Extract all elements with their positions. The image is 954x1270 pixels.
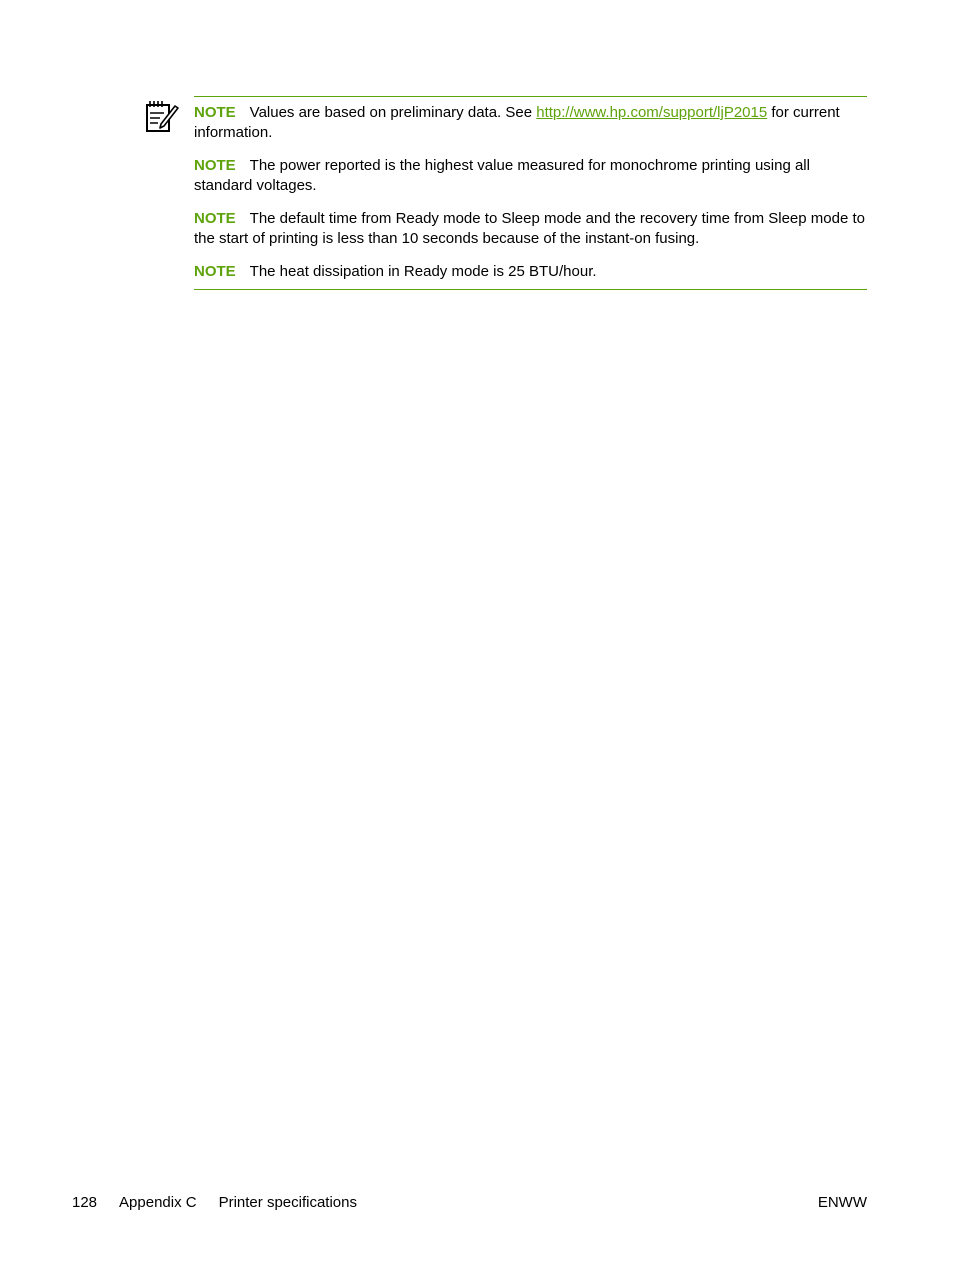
note-label: NOTE	[194, 104, 236, 121]
note-label: NOTE	[194, 210, 236, 227]
note-preliminary-data	[194, 103, 867, 142]
page-number: 128	[72, 1194, 98, 1211]
page-footer	[72, 1193, 867, 1212]
notepad-pencil-icon	[144, 98, 180, 134]
note-text: Values are based on preliminary data. See	[249, 104, 537, 121]
note-text: The heat dissipation in Ready mode is 25 BTU/hour.	[249, 263, 597, 280]
notes-block	[194, 96, 867, 290]
section-label: Appendix C	[119, 1194, 197, 1211]
note-label: NOTE	[194, 157, 236, 174]
locale-code: ENWW	[817, 1194, 867, 1211]
note-power-reported	[194, 156, 867, 195]
footer-left	[72, 1193, 867, 1212]
note-label: NOTE	[194, 263, 236, 280]
note-text: The default time from Ready mode to Sleep mode and the recovery time from Sleep mode to the start of printing is less than 10 seconds because of the instant-on fusing.	[194, 210, 865, 247]
note-sleep-mode	[194, 209, 867, 248]
note-text: The power reported is the highest value measured for monochrome printing using all standard voltages.	[194, 157, 810, 194]
hp-support-link[interactable]: http://www.hp.com/support/ljP2015	[536, 104, 768, 121]
chapter-title: Printer specifications	[218, 1194, 357, 1211]
note-heat-dissipation	[194, 262, 867, 282]
note-text: for current information.	[194, 104, 840, 141]
